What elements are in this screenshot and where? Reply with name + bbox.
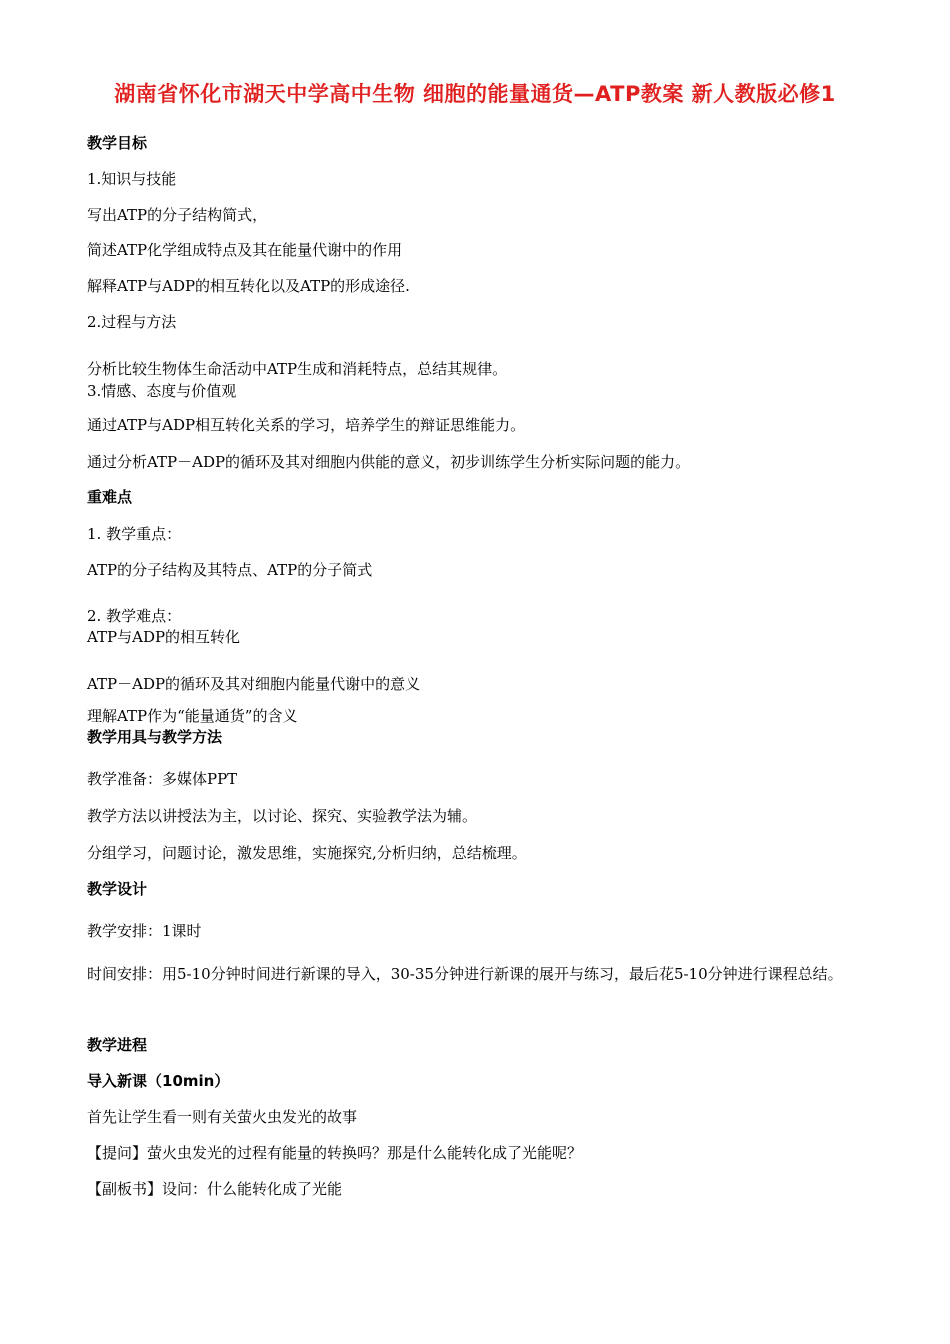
paragraph: ATP的分子结构及其特点、ATP的分子简式 <box>87 561 373 579</box>
paragraph: 分析比较生物体生命活动中ATP生成和消耗特点，总结其规律。 <box>87 360 508 378</box>
paragraph: ATP与ADP的相互转化 <box>87 628 241 646</box>
paragraph: 通过分析ATP－ADP的循环及其对细胞内供能的意义，初步训练学生分析实际问题的能力。 <box>87 453 691 471</box>
paragraph-question: 【提问】萤火虫发光的过程有能量的转换吗？那是什么能转化成了光能呢？ <box>87 1144 583 1162</box>
paragraph-time-arrangement: 时间安排：用5-10分钟时间进行新课的导入，30-35分钟进行新课的展开与练习，最后花5-10分钟进行课程总结。 <box>87 965 843 983</box>
heading-teaching-goals: 教学目标 <box>87 134 148 152</box>
paragraph: 教学安排：1课时 <box>87 922 202 940</box>
paragraph: 教学准备：多媒体PPT <box>87 770 238 788</box>
paragraph: 首先让学生看一则有关萤火虫发光的故事 <box>87 1108 358 1126</box>
paragraph: 解释ATP与ADP的相互转化以及ATP的形成途径. <box>87 277 410 295</box>
paragraph: ATP－ADP的循环及其对细胞内能量代谢中的意义 <box>87 675 421 693</box>
paragraph-board-note: 【副板书】设问：什么能转化成了光能 <box>87 1180 343 1198</box>
heading-key-points: 重难点 <box>87 488 133 506</box>
subheading-teaching-focus: 1. 教学重点： <box>87 525 182 543</box>
subheading-emotion-values: 3.情感、态度与价值观 <box>87 382 237 400</box>
subheading-introduction: 导入新课（10min） <box>87 1072 230 1090</box>
paragraph: 简述ATP化学组成特点及其在能量代谢中的作用 <box>87 241 403 259</box>
document-title: 湖南省怀化市湖天中学高中生物 细胞的能量通货—ATP教案 新人教版必修1 <box>114 82 836 106</box>
subheading-process-methods: 2.过程与方法 <box>87 313 177 331</box>
paragraph: 分组学习，问题讨论，激发思维，实施探究,分析归纳，总结梳理。 <box>87 844 527 862</box>
heading-teaching-design: 教学设计 <box>87 880 148 898</box>
heading-teaching-process: 教学进程 <box>87 1036 148 1054</box>
paragraph: 理解ATP作为“能量通货”的含义 <box>87 707 298 725</box>
paragraph: 写出ATP的分子结构简式， <box>87 206 268 224</box>
paragraph: 通过ATP与ADP相互转化关系的学习，培养学生的辩证思维能力。 <box>87 416 526 434</box>
paragraph: 教学方法以讲授法为主，以讨论、探究、实验教学法为辅。 <box>87 807 478 825</box>
subheading-knowledge-skills: 1.知识与技能 <box>87 170 177 188</box>
subheading-teaching-difficulty: 2. 教学难点： <box>87 607 182 625</box>
heading-tools-methods: 教学用具与教学方法 <box>87 728 223 746</box>
